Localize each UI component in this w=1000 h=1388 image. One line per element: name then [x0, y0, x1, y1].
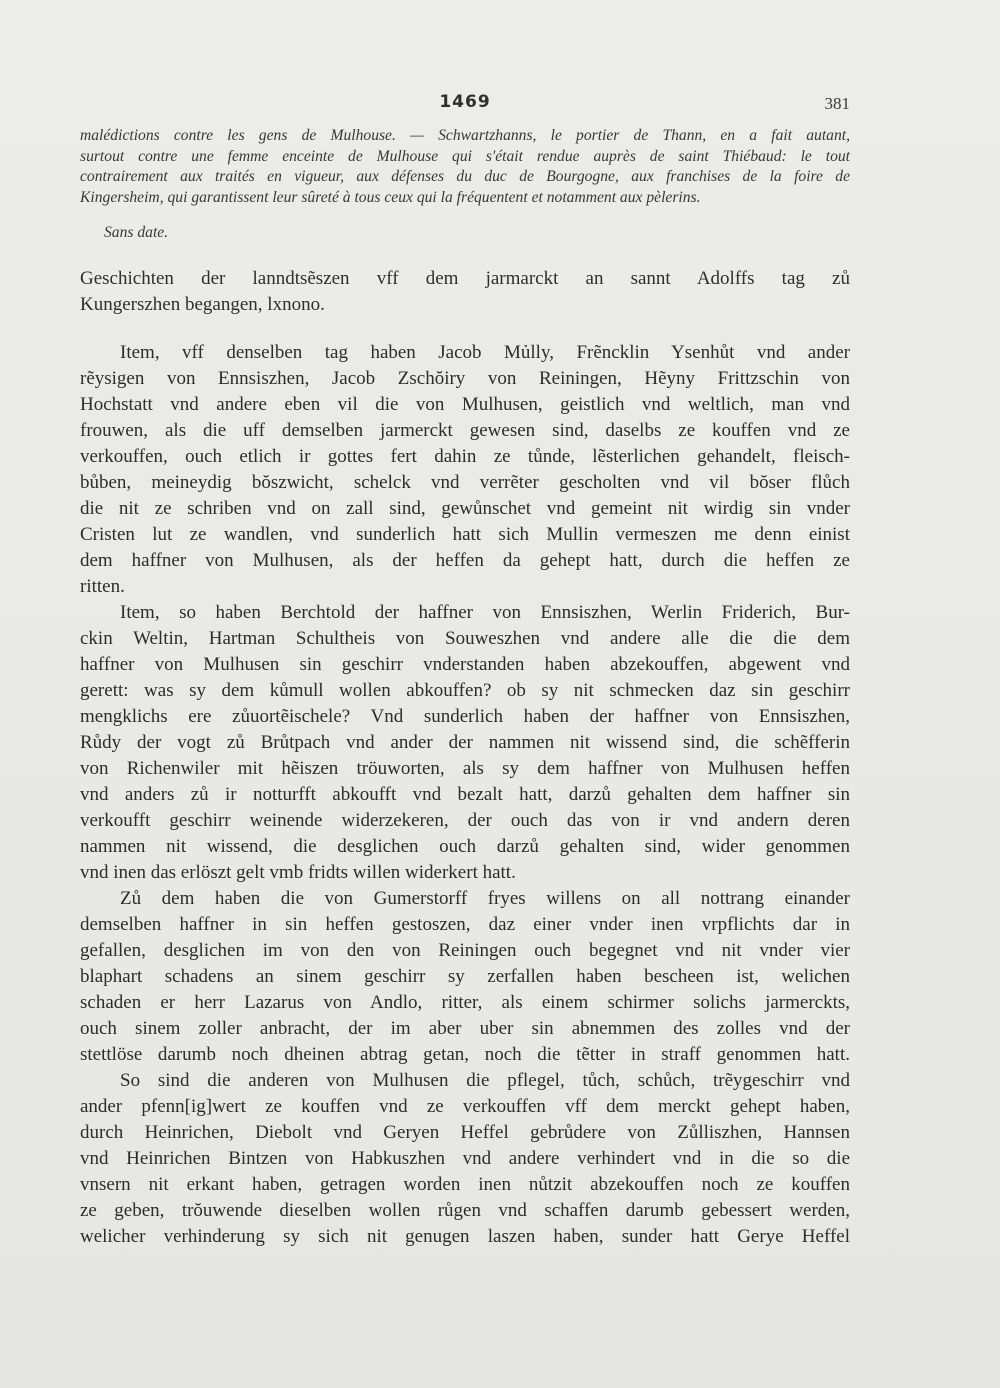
- body-line: ckin Weltin, Hartman Schultheis von Souweszhen vnd andere alle die die dem: [80, 628, 850, 649]
- body-line: mengklichs ere zůuortẽischele? Vnd sunderlich haben der haffner von Ennsiszhen,: [80, 706, 850, 727]
- body-line: schaden er herr Lazarus von Andlo, ritter, als einem schirmer solichs jarmerckts,: [80, 992, 850, 1013]
- body-line: ouch sinem zoller anbracht, der im aber uber sin abnemmen des zolles vnd der: [80, 1018, 850, 1039]
- body-line: von Richenwiler mit hẽiszen tröuworten, als sy dem haffner von Mulhusen heffen: [80, 758, 850, 779]
- body-line: ze geben, trŏuwende dieselben wollen růgen vnd schaffen darumb gebessert werden,: [80, 1200, 850, 1221]
- body-line: gerett: was sy dem kůmull wollen abkouffen? ob sy nit schmecken daz sin geschirr: [80, 680, 850, 701]
- body-line: Zů dem haben die von Gumerstorff fryes willens on all nottrang einander: [120, 888, 850, 909]
- heading-line: Geschichten der lanndtsẽszen vff dem jarmarckt an sannt Adolffs tag zů: [80, 268, 850, 289]
- body-line: vnd inen das erlöszt gelt vmb fridts willen widerkert hatt.: [80, 862, 516, 883]
- body-line: die nit ze schriben vnd on zall sind, gewůnschet vnd gemeint nit wirdig sin vnder: [80, 498, 850, 519]
- body-line: Cristen lut ze wandlen, vnd sunderlich hatt sich Mullin vermeszen me denn einist: [80, 524, 850, 545]
- body-line: Růdy der vogt zů Brůtpach vnd ander der nammen nit wissend sind, die schẽfferin: [80, 732, 850, 753]
- body-line: bůben, meineydig bŏszwicht, schelck vnd verrẽter gescholten vnd vil bŏser flůch: [80, 472, 850, 493]
- body-line: vnd anders zů ir notturfft abkoufft vnd bezalt hatt, darzů gehalten dem haffner sin: [80, 784, 850, 805]
- body-line: Item, vff denselben tag haben Jacob Mủlly, Frẽncklin Ysenhůt vnd ander: [120, 342, 850, 363]
- running-head: [80, 92, 850, 116]
- body-line: vnsern nit erkant haben, getragen worden inen nůtzit abzekouffen noch ze kouffen: [80, 1174, 850, 1195]
- date-note: Sans date.: [104, 224, 169, 241]
- body-line: ritten.: [80, 576, 125, 597]
- body-line: rẽysigen von Ennsiszhen, Jacob Zschŏiry von Reiningen, Hẽyny Frittzschin von: [80, 368, 850, 389]
- page-number: 381: [824, 94, 850, 113]
- body-text: [80, 340, 850, 1250]
- body-line: verkoufft geschirr weinende widerzekeren, der ouch das von ir vnd andern deren: [80, 810, 850, 831]
- body-line: welicher verhinderung sy sich nit genugen laszen haben, sunder hatt Gerye Heffel: [80, 1226, 850, 1247]
- body-line: nammen nit wissend, die desglichen ouch darzů gehalten sind, wider genommen: [80, 836, 850, 857]
- body-line: stettlöse darumb noch dheinen abtrag getan, noch die tẽtter in straff genommen hatt.: [80, 1044, 850, 1065]
- summary-line: malédictions contre les gens de Mulhouse. — Schwartzhanns, le portier de Thann, en a fait autant,: [80, 127, 850, 144]
- summary-line: Kingersheim, qui garantissent leur sûreté à tous ceux qui la fréquentent et notamment aux pèlerins.: [80, 188, 701, 206]
- body-line: Item, so haben Berchtold der haffner von Ennsiszhen, Werlin Friderich, Bur-: [120, 602, 850, 623]
- body-line: vnd Heinrichen Bintzen von Habkuszhen vnd andere verhindert vnd in die so die: [80, 1148, 850, 1169]
- document-heading: [80, 266, 850, 318]
- body-line: durch Heinrichen, Diebolt vnd Geryen Heffel gebrůdere von Zůlliszhen, Hannsen: [80, 1122, 850, 1143]
- body-line: verkouffen, ouch etlich ir gottes fert dahin ze tůnde, lẽsterlichen gehandelt, fleisch-: [80, 446, 850, 467]
- body-line: So sind die anderen von Mulhusen die pflegel, tůch, schůch, trẽygeschirr vnd: [120, 1070, 850, 1091]
- body-line: haffner von Mulhusen sin geschirr vnderstanden haben abzekouffen, abgewent vnd: [80, 654, 850, 675]
- body-line: frouwen, als die uff demselben jarmerckt gewesen sind, daselbs ze kouffen vnd ze: [80, 420, 850, 441]
- body-line: dem haffner von Mulhusen, als der heffen da gehept hatt, durch die heffen ze: [80, 550, 850, 571]
- body-line: gefallen, desglichen im von den von Reiningen ouch begegnet vnd nit vnder vier: [80, 940, 850, 961]
- running-head-year: 1469: [439, 92, 491, 112]
- heading-line: Kungerszhen begangen, lxnono.: [80, 294, 325, 315]
- body-line: demselben haffner in sin heffen gestoszen, daz einer vnder inen vrpflichts dar in: [80, 914, 850, 935]
- body-line: blaphart schadens an sinem geschirr sy zerfallen haben bescheen ist, welichen: [80, 966, 850, 987]
- french-summary: [80, 126, 850, 208]
- summary-line: surtout contre une femme enceinte de Mulhouse qui s'était rendue auprès de saint Thiébaud: le tout: [80, 147, 850, 165]
- body-line: Hochstatt vnd andere eben vil die von Mulhusen, geistlich vnd weltlich, man vnd: [80, 394, 850, 415]
- body-line: ander pfenn[ig]wert ze kouffen vnd ze verkouffen vff dem merckt gehept haben,: [80, 1096, 850, 1117]
- summary-line: contrairement aux traités en vigueur, aux défenses du duc de Bourgogne, aux franchises de la foire de: [80, 168, 850, 186]
